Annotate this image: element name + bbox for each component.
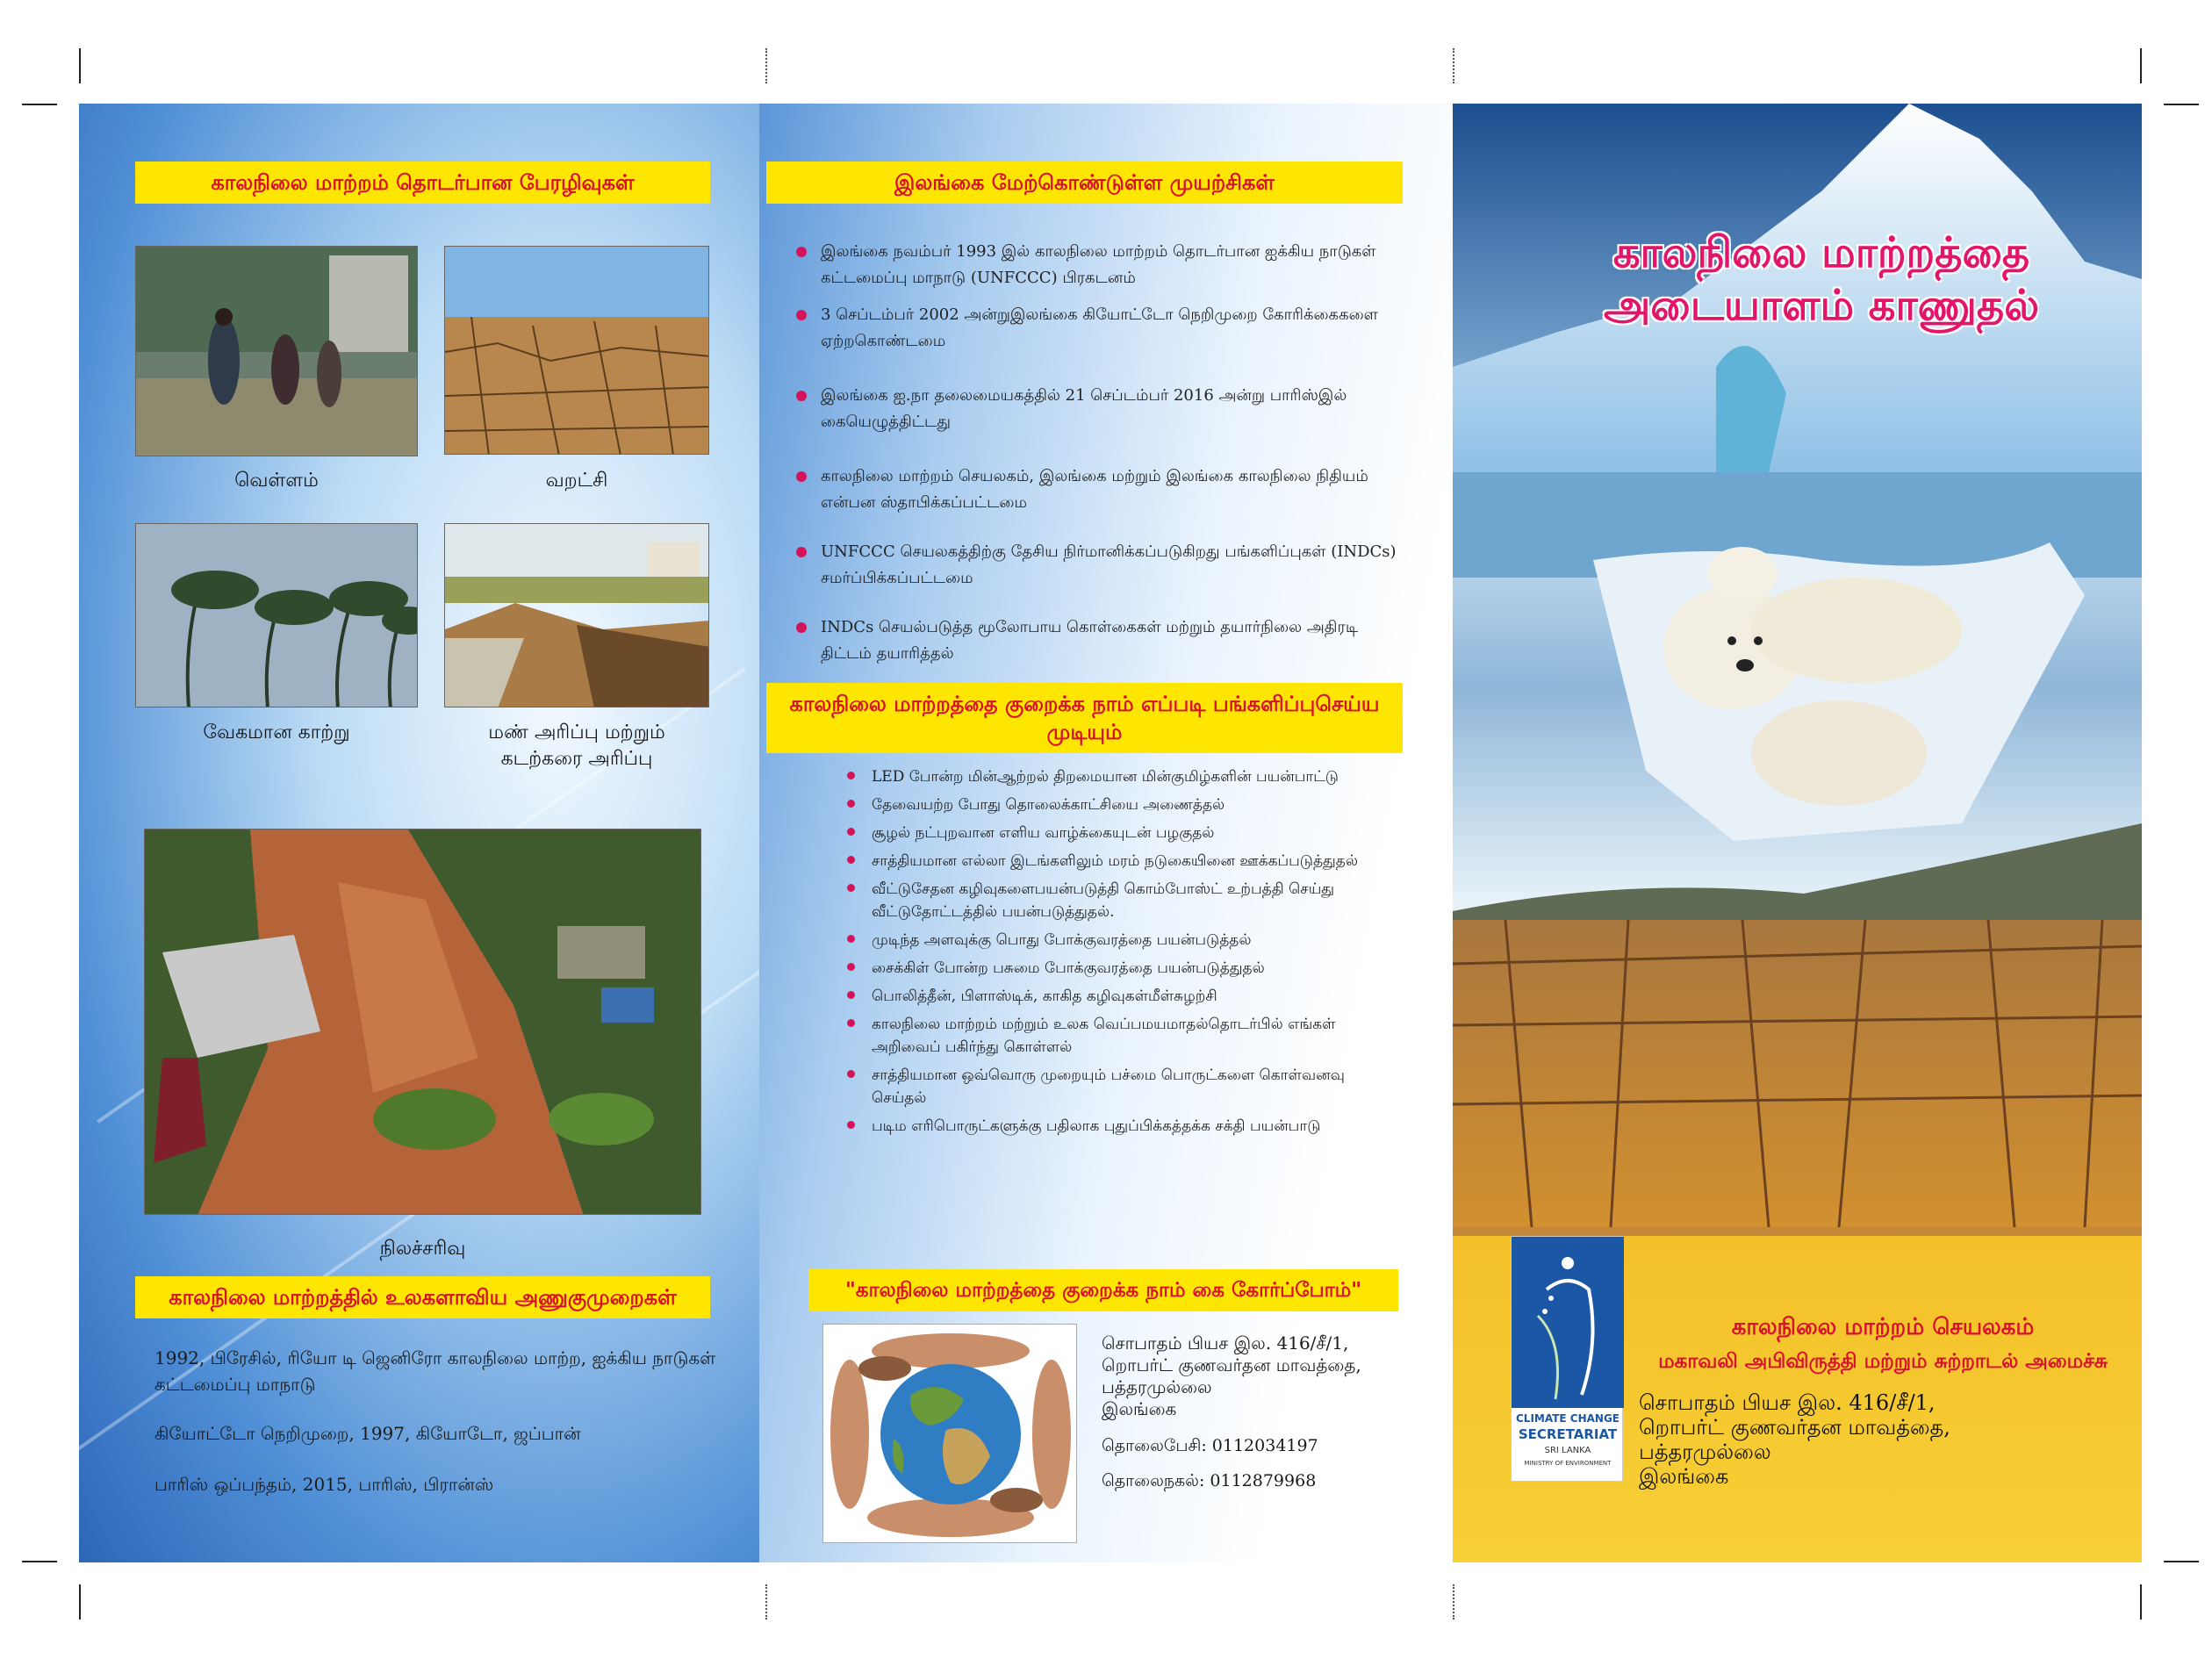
list-item: இலங்கை ஐ.நா தலைமையகத்தில் 21 செப்டம்பர் 2016 அன்று பாரிஸ்இல் கையெழுத்திட்டது	[796, 383, 1402, 435]
crop-mark	[22, 1561, 57, 1562]
global-item-1: 1992, பிரேசில், ரியோ டி ஜெனிரோ காலநிலை மாற்ற, ஐக்கிய நாடுகள் கட்டமைப்பு மாநாடு	[154, 1347, 716, 1395]
bullet-icon	[847, 1019, 855, 1027]
address-block	[1102, 1332, 1418, 1420]
cover-panel	[1453, 104, 2142, 1562]
address-line: றொபர்ட் குணவர்தன மாவத்தை,	[1102, 1354, 1361, 1375]
crop-mark	[79, 1584, 81, 1620]
bullet-icon	[847, 991, 855, 999]
landslide-photo	[144, 829, 701, 1215]
global-item-3: பாரிஸ் ஒப்பந்தம், 2015, பாரிஸ், பிரான்ஸ்	[154, 1474, 494, 1495]
address-line: இலங்கை	[1102, 1398, 1177, 1419]
list-item: முடிந்த அளவுக்கு பொது போக்குவரத்தை பயன்படுத்தல்	[847, 929, 1374, 952]
bullet-icon	[847, 856, 855, 864]
address-line: சொபாதம் பியச இல. 416/சீ/1,	[1102, 1332, 1349, 1354]
cover-title-line1: காலநிலை மாற்றத்தை	[1612, 228, 2030, 277]
list-item: சைக்கிள் போன்ற பசுமை போக்குவரத்தை பயன்படுத்துதல்	[847, 957, 1374, 980]
fold-mark	[1453, 1584, 1454, 1620]
efforts-list	[796, 239, 1402, 667]
list-item: காலநிலை மாற்றம் மற்றும் உலக வெப்பமயமாதல்தொடர்பில் எங்கள் அறிவைப் பகிர்ந்து கொள்ளல்	[847, 1013, 1374, 1059]
address-line: றொபர்ட் குணவர்தன மாவத்தை,	[1639, 1415, 1950, 1440]
middle-panel	[759, 104, 1453, 1562]
logo-text-2: SECRETARIAT	[1518, 1426, 1618, 1442]
logo-text-4: MINISTRY OF ENVIRONMENT	[1524, 1460, 1612, 1467]
address-line: பத்தரமுல்லை	[1639, 1440, 1771, 1464]
bullet-icon	[847, 1121, 855, 1129]
slogan-bar: "காலநிலை மாற்றத்தை குறைக்க நாம் கை கோர்ப்போம்"	[808, 1269, 1398, 1311]
fold-mark	[1453, 48, 1454, 83]
drought-photo	[444, 246, 709, 455]
wind-caption: வேகமான காற்று	[203, 722, 350, 743]
phone-number: தொலைபேசி: 0112034197	[1102, 1436, 1318, 1455]
list-item: காலநிலை மாற்றம் செயலகம், இலங்கை மற்றும் இலங்கை காலநிலை நிதியம் என்பன ஸ்தாபிக்கப்பட்டமை	[796, 463, 1402, 516]
global-item-2: கியோட்டோ நெறிமுறை, 1997, கியோடோ, ஜப்பான்	[154, 1423, 581, 1444]
bullet-icon	[847, 884, 855, 892]
bullet-icon	[796, 547, 807, 557]
wind-photo	[135, 523, 418, 707]
flood-caption: வெள்ளம்	[234, 470, 319, 492]
list-item: தேவையற்ற போது தொலைக்காட்சியை அணைத்தல்	[847, 794, 1374, 816]
list-item: சூழல் நட்புறவான எளிய வாழ்க்கையுடன் பழகுதல்	[847, 822, 1374, 844]
crop-mark	[22, 104, 57, 105]
bullet-icon	[847, 935, 855, 943]
fold-mark	[765, 1584, 767, 1620]
erosion-caption-line2: கடற்கரை அரிப்பு	[500, 748, 653, 770]
left-panel	[79, 104, 759, 1562]
bullet-icon	[847, 772, 855, 779]
bullet-icon	[847, 800, 855, 808]
erosion-photo	[444, 523, 709, 707]
bullet-icon	[796, 471, 807, 482]
cover-title-line2: அடையாளம் காணுதல்	[1603, 281, 2040, 330]
bullet-icon	[796, 391, 807, 401]
hands-globe-image	[822, 1324, 1077, 1543]
disasters-heading: காலநிலை மாற்றம் தொடர்பான பேரழிவுகள்	[135, 162, 710, 204]
organization-name: காலநிலை மாற்றம் செயலகம்	[1731, 1314, 2035, 1340]
list-item: பொலித்தீன், பிளாஸ்டிக், காகித கழிவுகள்மீள்சுழற்சி	[847, 985, 1374, 1008]
address-line: சொபாதம் பியச இல. 416/சீ/1,	[1639, 1390, 1936, 1415]
list-item: UNFCCC செயலகத்திற்கு தேசிய நிர்மானிக்கப்படுகிறது பங்களிப்புகள் (INDCs) சமர்ப்பிக்கப்பட்டமை	[796, 539, 1402, 592]
bullet-icon	[847, 1070, 855, 1078]
crop-mark	[2140, 1584, 2142, 1620]
logo-text-1: CLIMATE CHANGE	[1515, 1412, 1620, 1425]
efforts-heading: இலங்கை மேற்கொண்டுள்ள முயற்சிகள்	[766, 162, 1403, 204]
fold-mark	[765, 48, 767, 83]
list-item: வீட்டுசேதன கழிவுகளைபயன்படுத்தி கொம்போஸ்ட் உற்பத்தி செய்து வீட்டுதோட்டத்தில் பயன்படுத்துதல்.	[847, 878, 1374, 923]
list-item: சாத்தியமான ஒவ்வொரு முறையும் பச்மை பொருட்களை கொள்வனவு செய்தல்	[847, 1064, 1374, 1110]
bullet-icon	[796, 622, 807, 633]
climate-change-secretariat-logo	[1511, 1236, 1623, 1482]
contribute-heading: காலநிலை மாற்றத்தை குறைக்க நாம் எப்படி பங்களிப்புசெய்ய முடியும்	[766, 683, 1403, 753]
list-item: INDCs செயல்படுத்த மூலோபாய கொள்கைகள் மற்றும் தயார்நிலை அதிரடி திட்டம் தயாரித்தல்	[796, 614, 1402, 667]
bullet-icon	[847, 828, 855, 836]
crop-mark	[2164, 1561, 2199, 1562]
contribute-list	[847, 765, 1374, 1138]
flood-photo	[135, 246, 418, 456]
fax-number: தொலைநகல்: 0112879968	[1102, 1471, 1317, 1490]
bullet-icon	[796, 310, 807, 320]
logo-text-3: SRI LANKA	[1544, 1446, 1591, 1455]
ministry-name: மகாவலி அபிவிருத்தி மற்றும் சுற்றாடல் அமைச்சு	[1658, 1350, 2108, 1373]
address-line: பத்தரமுல்லை	[1102, 1376, 1212, 1397]
crop-mark	[2140, 48, 2142, 83]
crop-mark	[79, 48, 81, 83]
bullet-icon	[796, 247, 807, 257]
address-line: இலங்கை	[1639, 1464, 1729, 1489]
drought-caption: வறட்சி	[545, 470, 608, 492]
list-item: 3 செப்டம்பர் 2002 அன்றுஇலங்கை கியோட்டோ நெறிமுறை கோரிக்கைகளை ஏற்றகொண்டமை	[796, 302, 1402, 355]
erosion-caption-line1: மண் அரிப்பு மற்றும்	[488, 722, 665, 743]
list-item: இலங்கை நவம்பர் 1993 இல் காலநிலை மாற்றம் தொடர்பான ஐக்கிய நாடுகள் கட்டமைப்பு மாநாடு (UNFCCC) பிரகடனம்	[796, 239, 1402, 291]
landslide-caption: நிலச்சரிவு	[379, 1238, 466, 1260]
cover-address-block	[1639, 1390, 2113, 1489]
logo-figure-bg	[1512, 1237, 1624, 1408]
crop-mark	[2164, 104, 2199, 105]
list-item: படிம எரிபொருட்களுக்கு பதிலாக புதுப்பிக்கத்தக்க சக்தி பயன்பாடு	[847, 1115, 1374, 1138]
list-item: சாத்தியமான எல்லா இடங்களிலும் மரம் நடுகையினை ஊக்கப்படுத்துதல்	[847, 850, 1374, 873]
bullet-icon	[847, 963, 855, 971]
logo-figure-icon	[1512, 1237, 1624, 1408]
global-approaches-heading: காலநிலை மாற்றத்தில் உலகளாவிய அணுகுமுறைகள்	[135, 1276, 710, 1318]
list-item: LED போன்ற மின்ஆற்றல் திறமையான மின்குமிழ்களின் பயன்பாட்டு	[847, 765, 1374, 788]
cover-title	[1540, 226, 2102, 332]
